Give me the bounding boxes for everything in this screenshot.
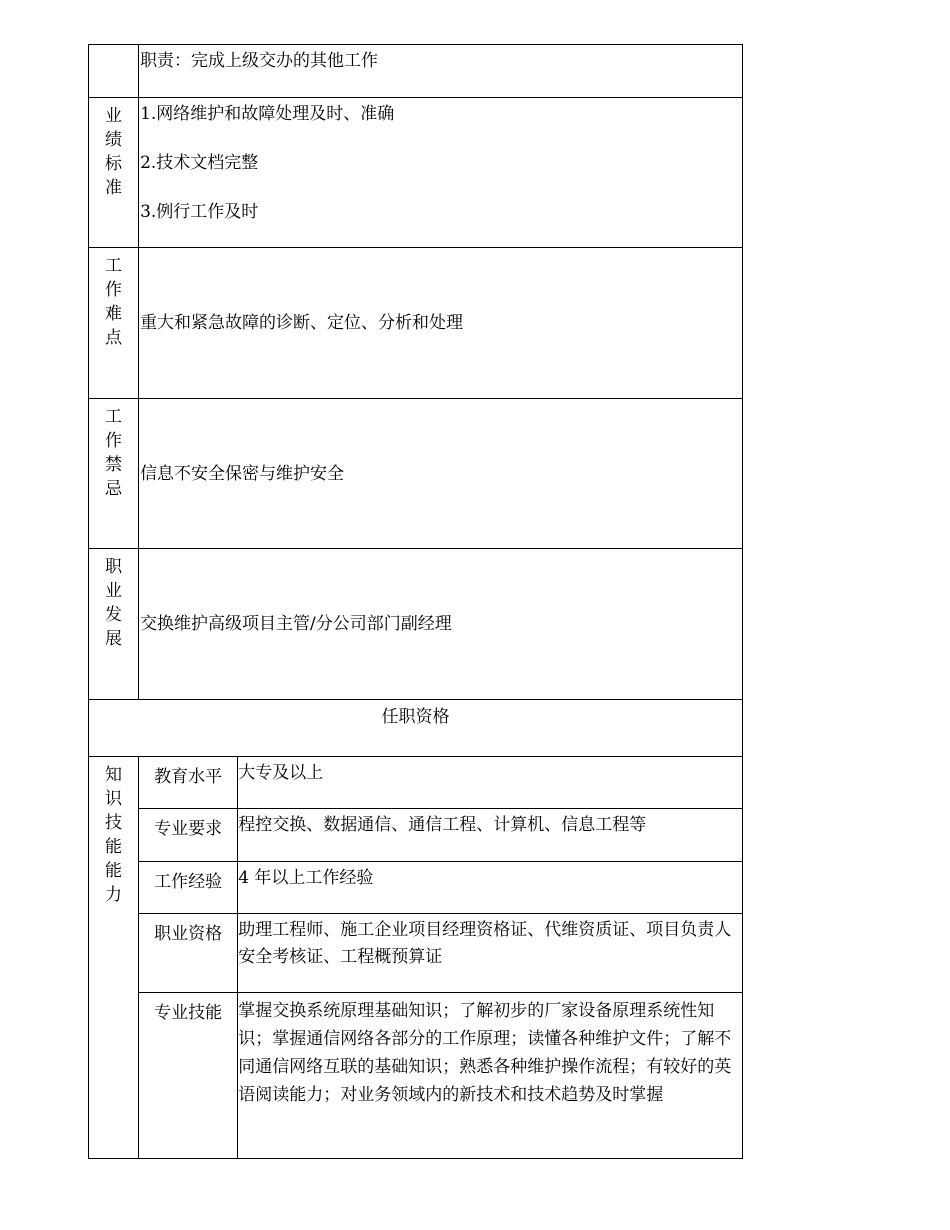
qualification-label <box>139 993 238 1159</box>
qualification-header-char: 能 <box>105 837 123 857</box>
experience-label: 工作经验 <box>154 872 223 892</box>
qualification-header-char: 力 <box>105 885 123 905</box>
qualification-header <box>89 757 139 1159</box>
qualification-header-char: 识 <box>105 789 123 809</box>
difficulty-header <box>89 248 139 399</box>
duty-extra-row <box>89 45 743 98</box>
qualification-header-char: 知 <box>105 765 123 785</box>
duty-extra-cell <box>139 45 743 98</box>
qualification-row <box>89 862 743 914</box>
career-header-char: 业 <box>105 581 123 601</box>
performance-header-char: 标 <box>105 154 123 174</box>
qualification-title-row <box>89 700 743 757</box>
difficulty-header-char: 工 <box>105 256 123 276</box>
qualification-label <box>139 757 238 809</box>
qualification-label <box>139 862 238 914</box>
duty-extra-text: 职责：完成上级交办的其他工作 <box>140 51 379 71</box>
qualification-header-char: 技 <box>105 813 123 833</box>
job-description-table <box>88 44 743 1159</box>
duty-extra-header-cell <box>89 45 139 98</box>
career-row <box>89 549 743 700</box>
difficulty-cell <box>139 248 743 399</box>
performance-item: 1.网络维护和故障处理及时、准确 <box>140 104 395 124</box>
qualification-label <box>139 809 238 862</box>
performance-cell <box>139 98 743 248</box>
performance-header-char: 绩 <box>105 130 123 150</box>
qualification-label <box>139 914 238 993</box>
major-value: 程控交换、数据通信、通信工程、计算机、信息工程等 <box>238 815 647 835</box>
career-header-char: 展 <box>105 629 123 649</box>
performance-item: 3.例行工作及时 <box>140 202 259 222</box>
career-header <box>89 549 139 700</box>
qualification-title-cell <box>89 700 743 757</box>
performance-header <box>89 98 139 248</box>
performance-header-char: 业 <box>105 106 123 126</box>
taboo-cell <box>139 399 743 549</box>
taboo-header-char: 禁 <box>105 455 123 475</box>
qualification-value <box>238 862 743 914</box>
difficulty-header-char: 点 <box>105 328 123 348</box>
taboo-header-char: 作 <box>105 431 123 451</box>
qualification-header-char: 能 <box>105 861 123 881</box>
difficulty-text: 重大和紧急故障的诊断、定位、分析和处理 <box>140 313 464 333</box>
qualification-row <box>89 809 743 862</box>
education-label: 教育水平 <box>154 767 223 787</box>
experience-value: 4 年以上工作经验 <box>238 868 374 888</box>
qualification-row <box>89 757 743 809</box>
taboo-header-char: 工 <box>105 407 123 427</box>
taboo-text: 信息不安全保密与维护安全 <box>140 463 345 484</box>
performance-header-char: 准 <box>105 178 123 198</box>
career-text: 交换维护高级项目主管/分公司部门副经理 <box>140 614 452 634</box>
qualification-row <box>89 914 743 993</box>
career-cell <box>139 549 743 700</box>
qualification-value <box>238 914 743 993</box>
difficulty-row <box>89 248 743 399</box>
career-header-char: 职 <box>105 557 123 577</box>
certification-value: 助理工程师、施工企业项目经理资格证、代维资质证、项目负责人安全考核证、工程概预算证 <box>238 920 732 967</box>
skills-label: 专业技能 <box>154 1003 223 1023</box>
qualification-value <box>238 809 743 862</box>
major-label: 专业要求 <box>154 819 223 839</box>
taboo-row <box>89 399 743 549</box>
performance-item: 2.技术文档完整 <box>140 153 259 173</box>
qualification-value <box>238 757 743 809</box>
taboo-header-char: 忌 <box>105 479 123 499</box>
performance-row <box>89 98 743 248</box>
certification-label: 职业资格 <box>154 924 223 944</box>
qualification-value <box>238 993 743 1159</box>
qualification-row <box>89 993 743 1159</box>
difficulty-header-char: 难 <box>105 304 123 324</box>
education-value: 大专及以上 <box>238 763 324 783</box>
taboo-header <box>89 399 139 549</box>
qualification-title: 任职资格 <box>381 707 450 727</box>
career-header-char: 发 <box>105 605 123 625</box>
difficulty-header-char: 作 <box>105 280 123 300</box>
skills-value: 掌握交换系统原理基础知识；了解初步的厂家设备原理系统性知识；掌握通信网络各部分的工作原理；读懂各种维护文件；了解不同通信网络互联的基础知识；熟悉各种维护操作流程；有较好的英语阅读能力；对业务领域内的新技术和技术趋势及时掌握 <box>238 1001 732 1105</box>
